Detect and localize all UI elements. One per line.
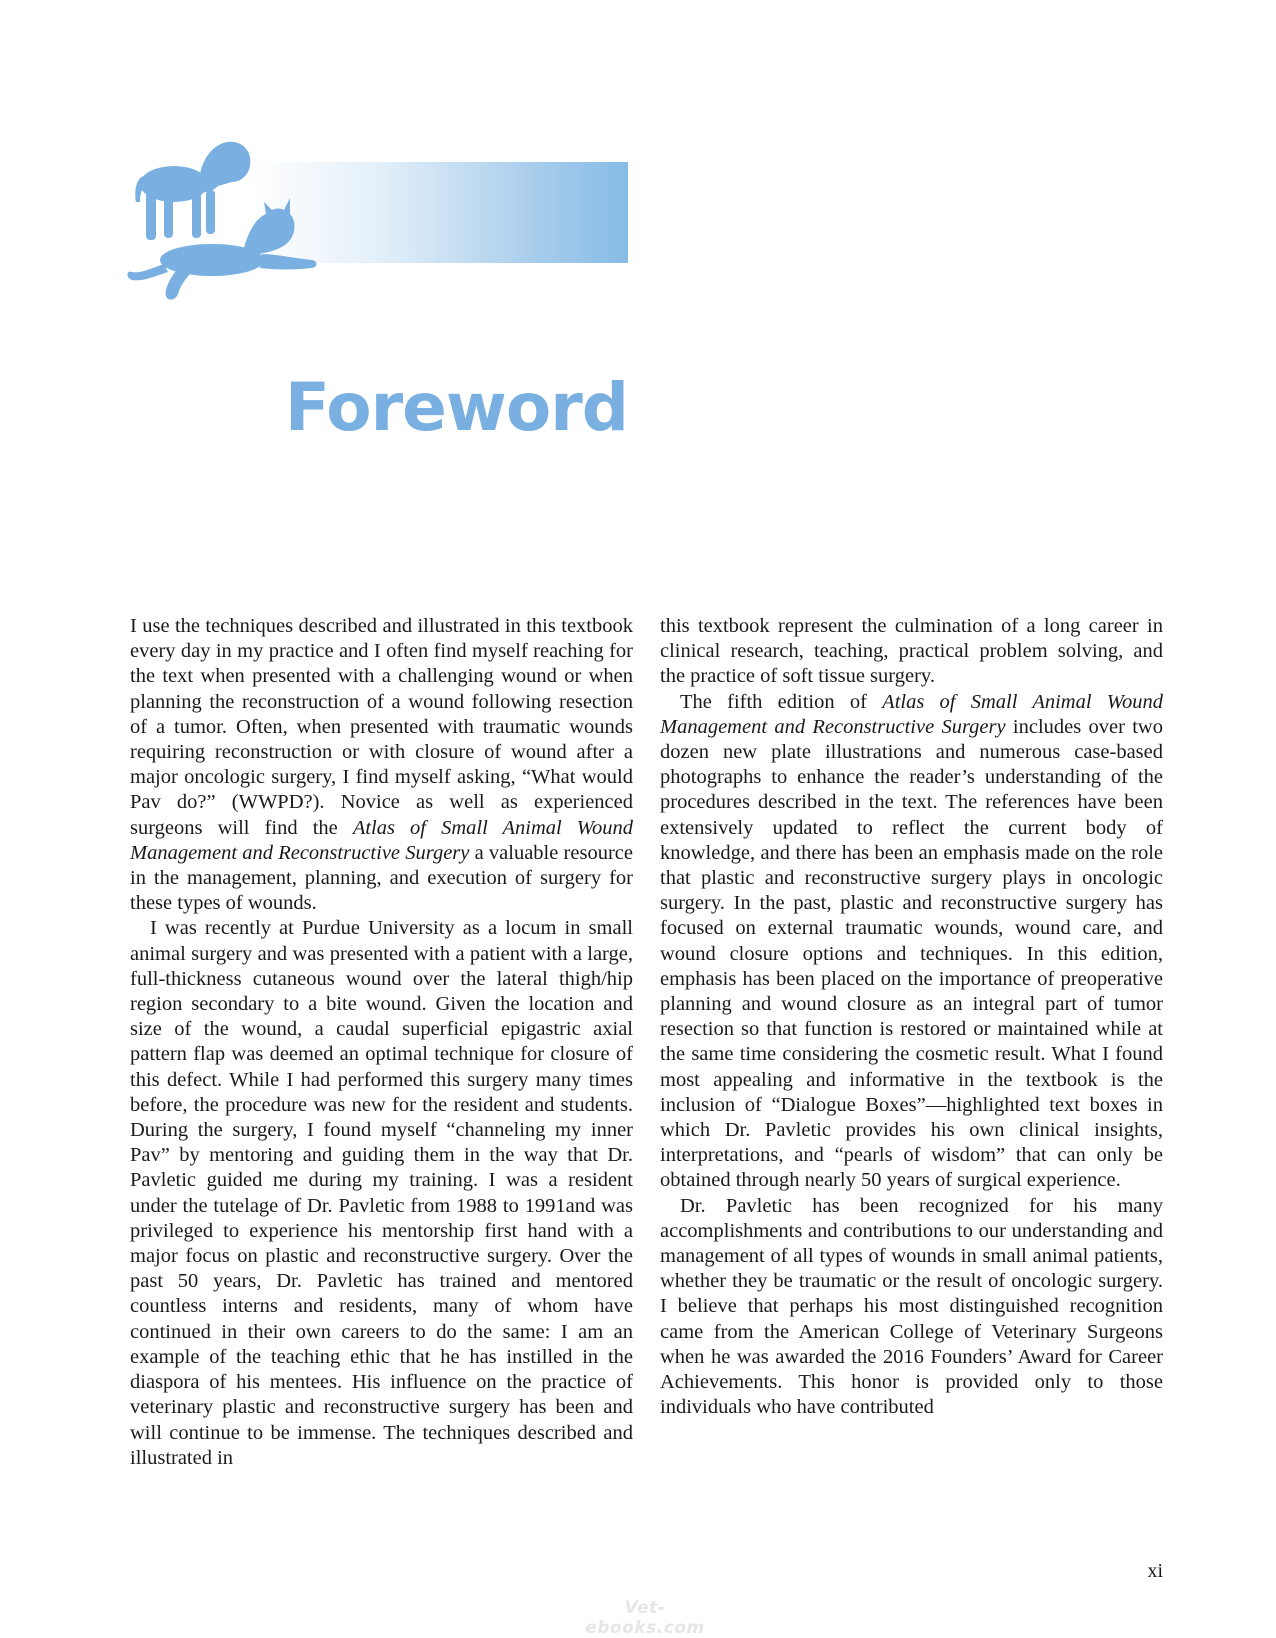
body-column-right — [660, 614, 1163, 1421]
paragraph: The fifth edition of Atlas of Small Animal Wound Management and Reconstructive Surgery includes over two dozen new plate illustrations and numerous case-based photographs to enhance the reader’s understanding of the procedures described in the text. The references have been extensively updated to reflect the current body of knowledge, and there has been an emphasis made on the role that plastic and reconstructive surgery plays in oncologic surgery. In the past, plastic and reconstructive surgery has focused on external traumatic wounds, wound care, and wound closure options and techniques. In this edition, emphasis has been placed on the importance of preoperative planning and wound closure as an integral part of tumor resection so that function is restored or maintained while at the same time considering the cosmetic result. What I found most appealing and informative in the textbook is the inclusion of “Dialogue Boxes”—highlighted text boxes in which Dr. Pavletic provides his own clinical insights, interpretations, and “pearls of wisdom” that can only be obtained through nearly 50 years of surgical experience. — [660, 690, 1163, 1192]
page-title: Foreword — [284, 369, 628, 446]
book-title: Atlas of Small Animal Wound Management and Reconstructive Surgery — [660, 690, 1163, 738]
watermark: Vet-ebooks.com — [585, 1598, 705, 1638]
book-title: Atlas of Small Animal Wound Management and Reconstructive Surgery — [130, 816, 634, 864]
dog-and-cat-silhouette-icon — [126, 136, 326, 302]
page-number: xi — [1147, 1560, 1163, 1582]
paragraph: I use the techniques described and illustrated in this textbook every day in my practice and I often find myself reaching for the text when presented with a challenging wound or when planning the reconstruction of a wound following resection of a tumor. Often, when presented with traumatic wounds requiring reconstruction or with closure of wound after a major oncologic surgery, I find myself asking, “What would Pav do?” (WWPD?). Novice as well as experienced surgeons will find the Atlas of Small Animal Wound Management and Reconstructive Surgery a valuable resource in the management, planning, and execution of surgery for these types of wounds. — [130, 615, 634, 915]
body-column-left — [130, 614, 633, 1471]
paragraph: this textbook represent the culmination of a long career in clinical research, teaching, practical problem solving, and the practice of soft tissue surgery. — [660, 615, 1163, 688]
paragraph: Dr. Pavletic has been recognized for his many accomplishments and contributions to our understanding and management of all types of wounds in small animal patients, whether they be traumatic or the result of oncologic surgery. I believe that perhaps his most distinguished recognition came from the American College of Veterinary Surgeons when he was awarded the 2016 Founders’ Award for Career Achievements. This honor is provided only to those individuals who have contributed — [660, 1194, 1163, 1419]
paragraph: I was recently at Purdue University as a locum in small animal surgery and was presented with a patient with a large, full-thickness cutaneous wound over the lateral thigh/hip region secondary to a bite wound. Given the location and size of the wound, a caudal superficial epigastric axial pattern flap was deemed an optimal technique for closure of this defect. While I had performed this surgery many times before, the procedure was new for the resident and students. During the surgery, I found myself “channeling my inner Pav” by mentoring and guiding them in the way that Dr. Pavletic guided me during my training. I was a resident under the tutelage of Dr. Pavletic from 1988 to 1991and was privileged to experience his mentorship first hand with a major focus on plastic and reconstructive surgery. Over the past 50 years, Dr. Pavletic has trained and mentored countless interns and residents, many of whom have continued in their own careers to do the same: I am an example of the teaching ethic that he has instilled in the diaspora of his mentees. His influence on the practice of veterinary plastic and reconstructive surgery has been and will continue to be immense. The techniques described and illustrated in — [130, 917, 633, 1469]
